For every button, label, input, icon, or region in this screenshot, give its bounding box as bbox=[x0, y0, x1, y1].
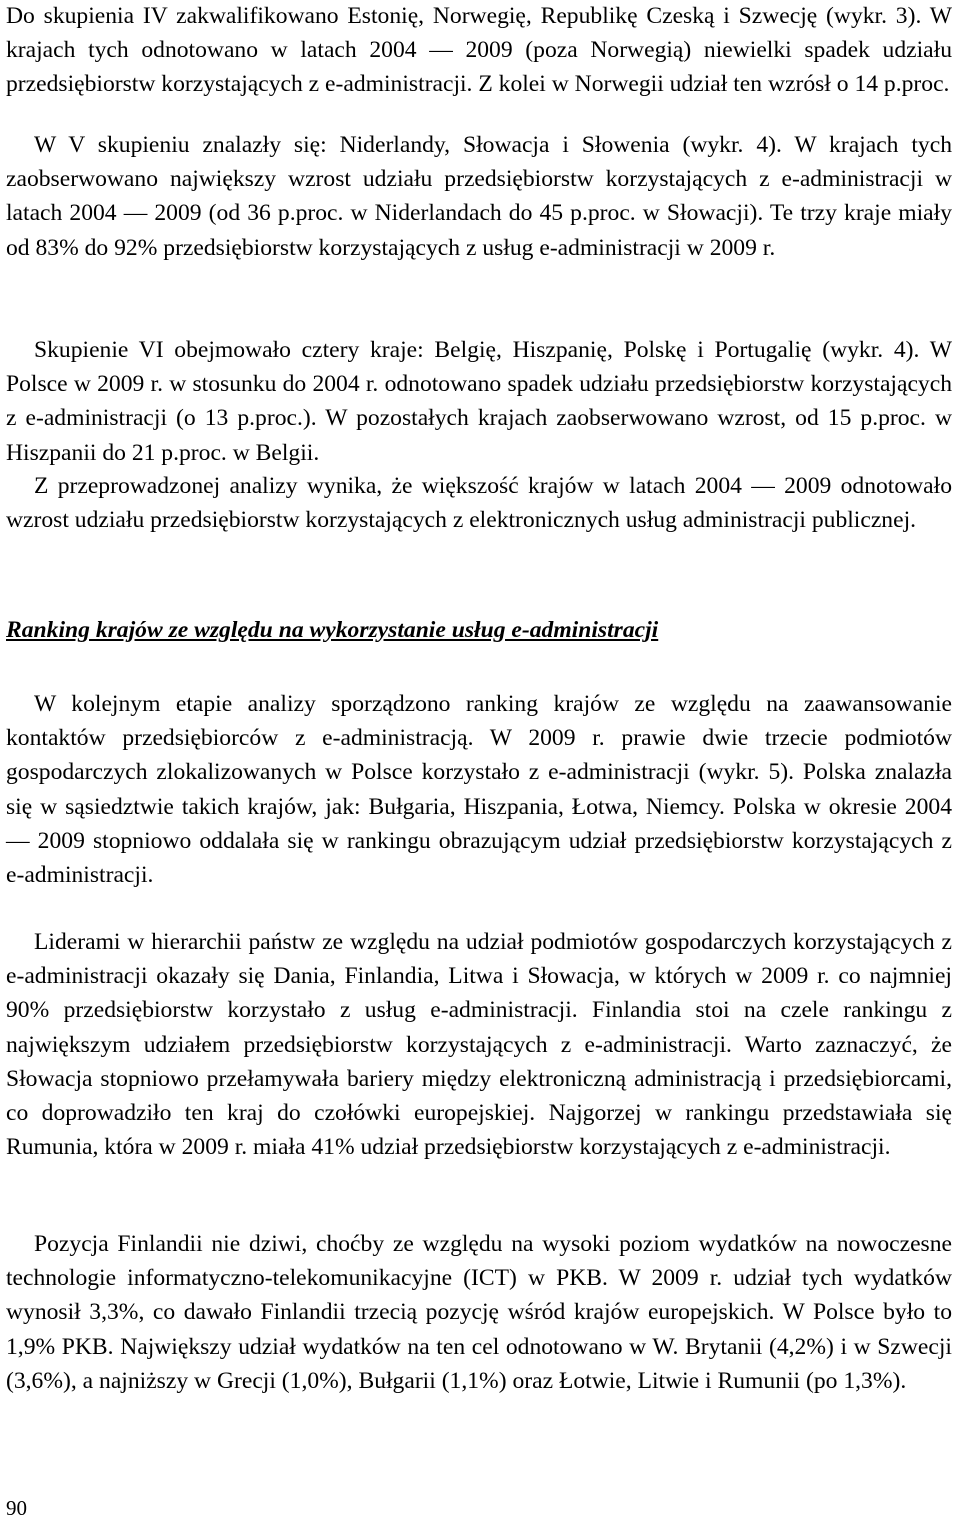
paragraph-finland-ict: Pozycja Finlandii nie dziwi, choćby ze względu na wysoki poziom wydatków na nowoczesne technologie informatyczno-telekomunikacyjne (ICT) w PKB. W 2009 r. udział tych wydatków wynosił 3,3%, co dawało Finlandii trzecią pozycję wśród krajów europejskich. W Polsce było to 1,9% PKB. Największy udział wydatków na ten cel odnotowano w W. Brytanii (4,2%) i w Szwecji (3,6%), a najniższy w Grecji (1,0%), Bułgarii (1,1%) oraz Łotwie, Litwie i Rumunii (po 1,3%). bbox=[6, 1231, 952, 1394]
paragraph-cluster-vi: Skupienie VI obejmowało cztery kraje: Belgię, Hiszpanię, Polskę i Portugalię (wykr. 4). W Polsce w 2009 r. w stosunku do 2004 r. odnotowano spadek udziału przedsiębiorstw korzystających z e-administracji (o 13 p.proc.). W pozostałych krajach zaobserwowano wzrost, od 15 p.proc. w Hiszpanii do 21 p.proc. w Belgii. bbox=[6, 337, 952, 466]
paragraph-cluster-iv: Do skupienia IV zakwalifikowano Estonię, Norwegię, Republikę Czeską i Szwecję (wykr. 3). W krajach tych odnotowano w latach 2004 — 2009 (poza Norwegią) niewielki spadek udziału przedsiębiorstw korzystających z e-administracji. Z kolei w Norwegii udział ten wzrósł o 14 p.proc. bbox=[6, 3, 952, 98]
paragraph-leaders: Liderami w hierarchii państw ze względu na udział podmiotów gospodarczych korzystających z e-administracji okazały się Dania, Finlandia, Litwa i Słowacja, w których w 2009 r. co najmniej 90% przedsiębiorstw korzystało z usług e-administracji. Finlandia stoi na czele rankingu z największym udziałem przedsiębiorstw korzystających z e-administracji. Warto zaznaczyć, że Słowacja stopniowo przełamywała bariery między elektroniczną administracją i przedsiębiorcami, co doprowadziło ten kraj do czołówki europejskiej. Najgorzej w rankingu przedstawiała się Rumunia, która w 2009 r. miała 41% udział przedsiębiorstw korzystających z e-administracji. bbox=[6, 929, 952, 1161]
section-heading: Ranking krajów ze względu na wykorzystanie usług e-administracji bbox=[6, 617, 659, 643]
page-number: 90 bbox=[6, 1496, 27, 1520]
paragraph-ranking-intro: W kolejnym etapie analizy sporządzono ranking krajów ze względu na zaawansowanie kontaktów przedsiębiorców z e-administracją. W 2009 r. prawie dwie trzecie podmiotów gospodarczych zlokalizowanych w Polsce korzystało z e-administracji (wykr. 5). Polska znalazła się w sąsiedztwie takich krajów, jak: Bułgaria, Hiszpania, Łotwa, Niemcy. Polska w okresie 2004 — 2009 stopniowo oddalała się w rankingu obrazującym udział przedsiębiorstw korzystających z e-administracji. bbox=[6, 691, 952, 889]
paragraph-conclusion: Z przeprowadzonej analizy wynika, że większość krajów w latach 2004 — 2009 odnotowało wzrost udziału przedsiębiorstw korzystających z elektronicznych usług administracji publicznej. bbox=[6, 473, 952, 534]
paragraph-cluster-v: W V skupieniu znalazły się: Niderlandy, Słowacja i Słowenia (wykr. 4). W krajach tych zaobserwowano największy wzrost udziału przedsiębiorstw korzystających z e-administracji w latach 2004 — 2009 (od 36 p.proc. w Niderlandach do 45 p.proc. w Słowacji). Te trzy kraje miały od 83% do 92% przedsiębiorstw korzystających z usług e-administracji w 2009 r. bbox=[6, 132, 952, 261]
